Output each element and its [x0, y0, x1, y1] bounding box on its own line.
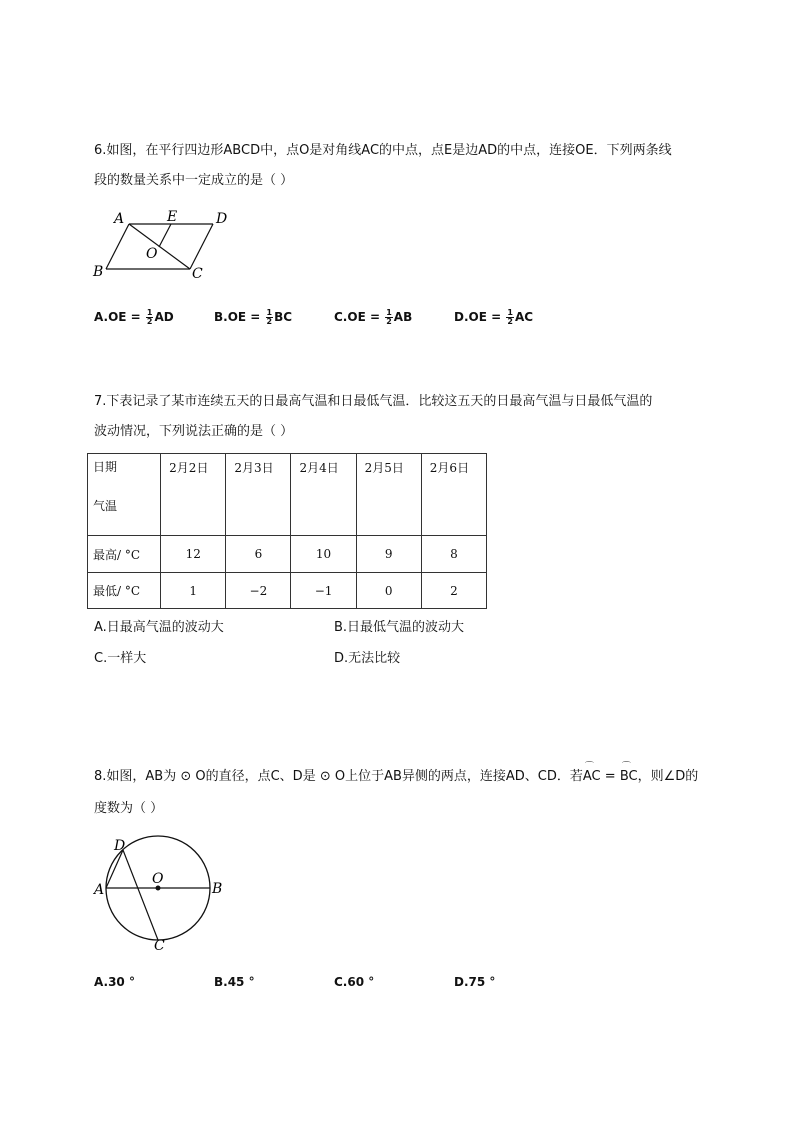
arc-bc: ⌒ BC [620, 767, 638, 787]
denominator: 2 [507, 317, 513, 326]
q8-option-a[interactable]: A.30 ° [94, 975, 135, 989]
q6-stem-line1: 6.如图，在平行四边形ABCD中，点O是对角线AC的中点，点E是边AD的中点，连接OE．下列两条线 [94, 143, 672, 158]
q8-stem-line1 [94, 767, 698, 787]
q7-stem-line2: 波动情况，下列说法正确的是（ ） [94, 424, 294, 439]
equals-sign: = [600, 769, 620, 784]
denominator: 2 [266, 317, 273, 326]
option-rhs: AC [514, 310, 534, 324]
numerator: 1 [266, 308, 273, 317]
circle-figure [90, 832, 240, 957]
q8-option-d[interactable]: D.75 ° [454, 975, 496, 989]
q8-option-b[interactable]: B.45 ° [214, 975, 255, 989]
label-B: B [212, 881, 223, 897]
table-cell: −1 [291, 573, 356, 609]
table-cell: 6 [226, 536, 291, 573]
corner-cell [88, 454, 161, 536]
fraction [506, 309, 514, 326]
option-lhs: OE = [347, 310, 381, 324]
q7-option-b[interactable]: B.日最低气温的波动大 [334, 620, 465, 635]
label-C: C [154, 938, 165, 954]
label-O: O [152, 871, 164, 887]
temperature-table [87, 453, 487, 609]
option-letter: B. [214, 310, 228, 324]
q7-option-d[interactable]: D.无法比较 [334, 651, 401, 666]
table-cell: 8 [421, 536, 486, 573]
q8-stem-text: 8.如图，AB为 ⊙ O的直径，点C、D是 ⊙ O上位于AB异侧的两点，连接AD、CD．若 [94, 769, 583, 784]
q7-option-a[interactable]: A.日最高气温的波动大 [94, 620, 224, 635]
denominator: 2 [386, 317, 392, 326]
option-letter: D. [454, 310, 469, 324]
denominator: 2 [146, 317, 153, 326]
fraction [266, 309, 274, 326]
row-label: 最高/ °C [88, 536, 161, 573]
label-C: C [192, 266, 203, 282]
q8-stem-line2: 度数为（ ） [94, 801, 164, 816]
option-lhs: OE = [108, 310, 141, 324]
numerator: 1 [386, 308, 392, 317]
label-D: D [216, 211, 228, 227]
label-B: B [93, 264, 104, 280]
q6-option-a[interactable] [94, 309, 174, 326]
table-row [88, 536, 487, 573]
date-header: 2月4日 [299, 461, 339, 475]
table-row [88, 573, 487, 609]
q7-option-c[interactable]: C.一样大 [94, 651, 147, 666]
option-rhs: AB [393, 310, 413, 324]
table-cell: 9 [356, 536, 421, 573]
table-cell: −2 [226, 573, 291, 609]
fraction [385, 309, 393, 326]
q8-option-c[interactable]: C.60 ° [334, 975, 375, 989]
table-cell: 12 [161, 536, 226, 573]
option-lhs: OE = [468, 310, 502, 324]
fraction [146, 309, 154, 326]
corner-bottom-label: 气温 [93, 499, 118, 513]
date-header: 2月2日 [169, 461, 209, 475]
table-header-row [88, 454, 487, 536]
table-cell: 2 [421, 573, 486, 609]
q6-option-c[interactable] [334, 309, 412, 326]
date-header: 2月3日 [234, 461, 274, 475]
label-A: A [114, 211, 125, 227]
table-cell: 0 [356, 573, 421, 609]
label-D: D [114, 838, 126, 854]
label-A: A [94, 882, 105, 898]
arc-ac: ⌒ AC [583, 767, 601, 787]
option-letter: A. [94, 310, 109, 324]
q6-option-d[interactable] [454, 309, 533, 326]
option-rhs: BC [274, 310, 293, 324]
table-cell: 10 [291, 536, 356, 573]
q7-stem-line1: 7.下表记录了某市连续五天的日最高气温和日最低气温．比较这五天的日最高气温与日最低气温的 [94, 394, 653, 409]
option-rhs: AD [154, 310, 174, 324]
q8-stem-text-end: ，则∠D的 [637, 769, 699, 784]
label-E: E [167, 209, 178, 225]
date-header: 2月5日 [364, 461, 404, 475]
date-header: 2月6日 [429, 461, 470, 475]
parallelogram-figure [88, 205, 238, 285]
corner-top-label: 日期 [93, 460, 118, 474]
numerator: 1 [507, 308, 513, 317]
option-lhs: OE = [227, 310, 261, 324]
table-cell: 1 [161, 573, 226, 609]
numerator: 1 [146, 308, 153, 317]
row-label: 最低/ °C [88, 573, 161, 609]
q6-stem-line2: 段的数量关系中一定成立的是（ ） [94, 173, 294, 188]
option-letter: C. [334, 310, 348, 324]
label-O: O [146, 246, 158, 262]
q6-option-b[interactable] [214, 309, 292, 326]
